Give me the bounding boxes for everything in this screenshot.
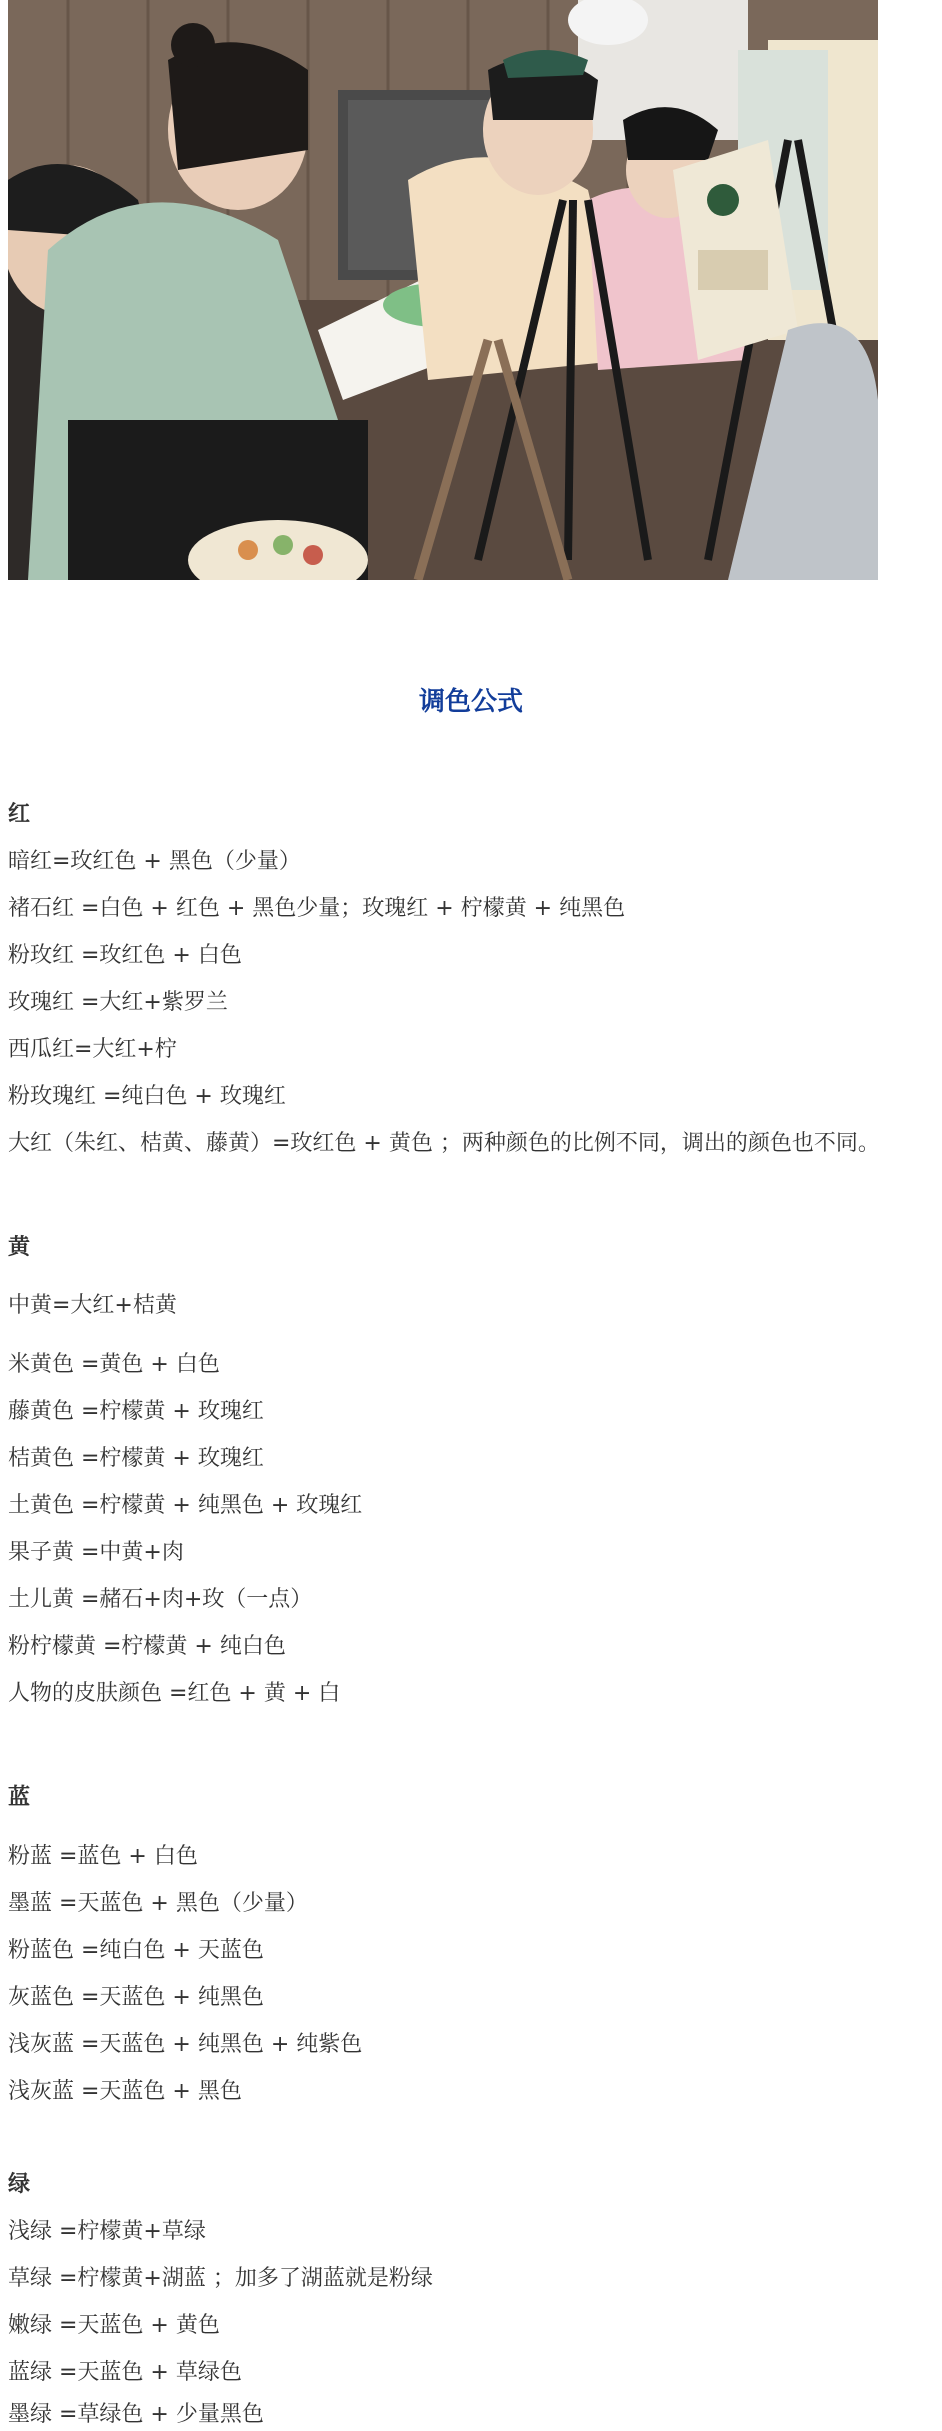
formula-line: 粉蓝色 =纯白色 + 天蓝色 [8, 1938, 264, 1963]
formula-line: 褚石红 =白色 + 红色 + 黑色少量；玫瑰红 + 柠檬黄 + 纯黑色 [8, 896, 626, 921]
formula-line: 墨蓝 =天蓝色 + 黑色（少量） [8, 1891, 308, 1916]
formula-line: 灰蓝色 =天蓝色 + 纯黑色 [8, 1985, 264, 2010]
section-heading-yellow: 黄 [8, 1235, 31, 1260]
formula-line: 草绿 =柠檬黄+湖蓝 ；加多了湖蓝就是粉绿 [8, 2266, 433, 2291]
formula-line: 大红（朱红、桔黄、藤黄）=玫红色 + 黄色 ；两种颜色的比例不同，调出的颜色也不同。 [8, 1131, 880, 1156]
formula-line: 西瓜红=大红+柠 [8, 1037, 177, 1062]
formula-line: 中黄=大红+桔黄 [8, 1293, 177, 1318]
formula-line: 墨绿 =草绿色 + 少量黑色 [8, 2402, 264, 2427]
formula-line: 粉柠檬黄 =柠檬黄 + 纯白色 [8, 1634, 286, 1659]
section-heading-red: 红 [8, 802, 31, 827]
formula-line: 桔黄色 =柠檬黄 + 玫瑰红 [8, 1446, 264, 1471]
section-heading-blue: 蓝 [8, 1785, 31, 1810]
formula-line: 粉玫瑰红 =纯白色 + 玫瑰红 [8, 1084, 286, 1109]
outdoor-painting-class-photo [8, 0, 878, 580]
formula-line: 粉玫红 =玫红色 + 白色 [8, 943, 242, 968]
formula-line: 浅绿 =柠檬黄+草绿 [8, 2219, 206, 2244]
formula-line: 土黄色 =柠檬黄 + 纯黑色 + 玫瑰红 [8, 1493, 363, 1518]
formula-line: 果子黄 =中黄+肉 [8, 1540, 184, 1565]
formula-line: 藤黄色 =柠檬黄 + 玫瑰红 [8, 1399, 264, 1424]
formula-line: 嫩绿 =天蓝色 + 黄色 [8, 2313, 220, 2338]
formula-line: 粉蓝 =蓝色 + 白色 [8, 1844, 198, 1869]
photo-illustration [8, 0, 878, 580]
section-heading-green: 绿 [8, 2172, 31, 2197]
formula-line: 米黄色 =黄色 + 白色 [8, 1352, 220, 1377]
formula-line: 人物的皮肤颜色 =红色 + 黄 + 白 [8, 1681, 341, 1706]
formula-line: 玫瑰红 =大红+紫罗兰 [8, 990, 228, 1015]
formula-line: 浅灰蓝 =天蓝色 + 黑色 [8, 2079, 242, 2104]
article-title: 调色公式 [418, 687, 523, 717]
formula-line: 蓝绿 =天蓝色 + 草绿色 [8, 2360, 242, 2385]
formula-line: 土儿黄 =赭石+肉+玫（一点） [8, 1587, 313, 1612]
formula-line: 暗红=玫红色 + 黑色（少量） [8, 849, 301, 874]
formula-line: 浅灰蓝 =天蓝色 + 纯黑色 + 纯紫色 [8, 2032, 363, 2057]
